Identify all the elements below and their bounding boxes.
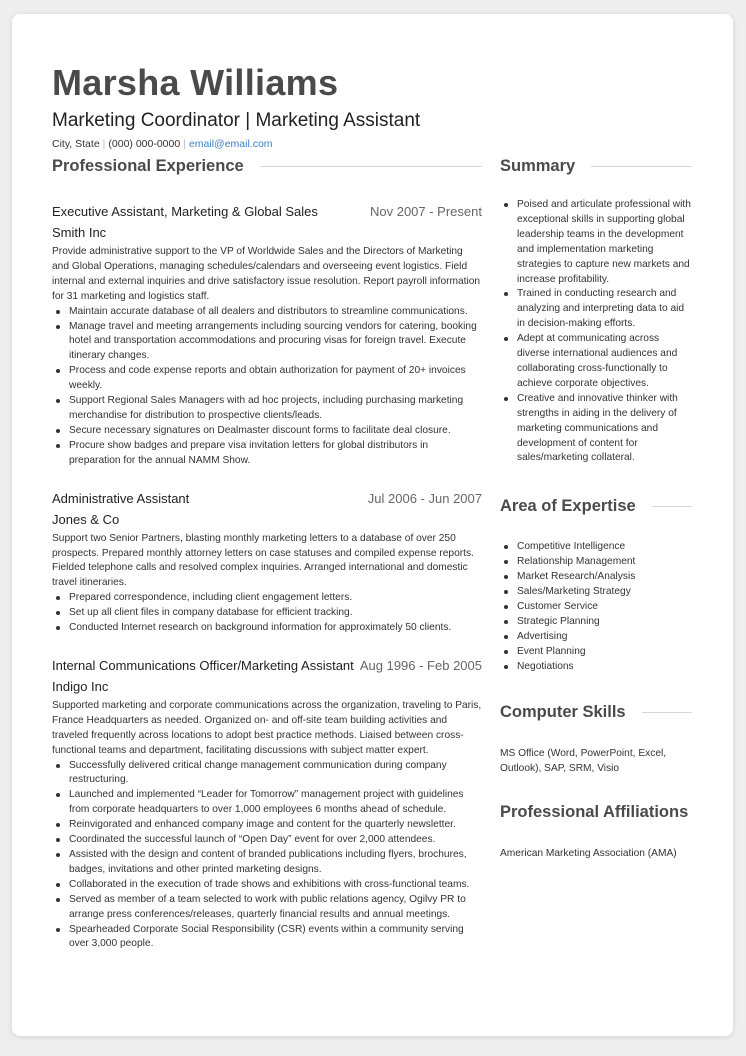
list-item: Advertising (500, 630, 692, 645)
list-item: Coordinated the successful launch of “Open Day” event for over 2,000 attendees. (52, 833, 482, 848)
list-item: Prepared correspondence, including client engagement letters. (52, 591, 482, 606)
job-company: Indigo Inc (52, 678, 109, 694)
job-title: Executive Assistant, Marketing & Global Sales (52, 204, 318, 219)
job-company: Smith Inc (52, 225, 107, 240)
left-column (52, 154, 482, 952)
section-title: Computer Skills (500, 702, 626, 721)
computer-skills-text: MS Office (Word, PowerPoint, Excel, Outlook), SAP, SRM, Visio (500, 748, 667, 775)
job-entry (52, 491, 482, 636)
contact-separator: | (183, 138, 186, 150)
list-item: Maintain accurate database of all dealers and distributors to streamline communications. (52, 305, 482, 320)
job-description: Provide administrative support to the VP of Worldwide Sales and the Directors of Marketing and Global Operations, managing schedules/calendars and overseeing event logistics. Field internal and external inquiries and drive satisfactory issue resolution. Report payroll information for 31 marketing and logistics staff. (52, 246, 481, 302)
job-bullets (52, 591, 482, 636)
job-dates: Jul 2006 - Jun 2007 (367, 490, 482, 506)
section-divider (642, 712, 692, 713)
list-item: Procure show badges and prepare visa invitation letters for global distributors in preparation for the annual NAMM Show. (52, 439, 482, 469)
list-item: Relationship Management (500, 555, 692, 570)
job-title: Administrative Assistant (52, 490, 190, 506)
list-item: Trained in conducting research and analyzing and interpreting data to aid in decision-making efforts. (500, 287, 692, 332)
list-item: Reinvigorated and enhanced company image and content for the quarterly newsletter. (52, 818, 482, 833)
section-divider (260, 166, 482, 167)
section-divider (591, 166, 692, 167)
job-description: Support two Senior Partners, blasting monthly marketing letters to a database of over 250 prospects. Prepared monthly attorney letters on case statuses and compiled expense reports. Fielded telephone calls and resolved complex inquiries. Arranged international and domestic travel itineraries. (52, 532, 474, 589)
list-item: Customer Service (500, 600, 692, 615)
section-title: Professional Affiliations (500, 802, 689, 821)
section-divider (652, 506, 692, 507)
summary-list (500, 198, 692, 466)
affiliations-text: American Marketing Association (AMA) (500, 848, 677, 860)
list-item: Negotiations (500, 660, 692, 675)
list-item: Collaborated in the execution of trade shows and exhibitions with cross-functional teams. (52, 878, 482, 893)
list-item: Assisted with the design and content of branded publications including flyers, brochures, badges, invitations and other printed marketing designs. (52, 848, 482, 878)
contact-separator: | (102, 138, 106, 150)
list-item: Event Planning (500, 645, 692, 660)
summary-heading (500, 154, 692, 178)
job-dates: Aug 1996 - Feb 2005 (359, 657, 482, 673)
list-item: Set up all client files in company database for efficient tracking. (52, 606, 482, 621)
list-item: Poised and articulate professional with exceptional skills in supporting global leadership teams in the development and implementation marketing strategies to capture new markets and increase profitability. (500, 198, 692, 287)
expertise-list (500, 540, 692, 674)
candidate-name: Marsha Williams (52, 62, 339, 103)
right-column (500, 154, 692, 861)
job-description: Supported marketing and corporate communications across the organization, traveling to Paris, France Headquarters as needed. Organized on- and off-site team building activities and traveled frequently across locations to adopt best practice methods. Liaised between cross-functional teams and department, facilitating discussions with subject matter expert. (52, 699, 482, 756)
list-item: Sales/Marketing Strategy (500, 585, 692, 600)
list-item: Support Regional Sales Managers with ad hoc projects, including purchasing marketing merchandise for distribution to prospective clients/leads. (52, 394, 482, 424)
experience-heading (52, 154, 482, 178)
resume-page (12, 14, 733, 1036)
list-item: Served as member of a team selected to work with public relations agency, Ogilvy PR to arrange press conferences/releases, quarterly financial results and annual meetings. (52, 893, 482, 923)
list-item: Creative and innovative thinker with strengths in aiding in the delivery of marketing communications and development of content for sales/marketing collateral. (500, 392, 692, 467)
list-item: Spearheaded Corporate Social Responsibility (CSR) events within a community serving over 3,000 people. (52, 923, 482, 953)
job-title: Internal Communications Officer/Marketing Assistant (52, 657, 354, 673)
list-item: Manage travel and meeting arrangements including sourcing vendors for catering, booking hotel and transportation accommodations and procuring visas for foreign travel. Execute itinerary changes. (52, 320, 482, 365)
computer-skills-heading (500, 700, 692, 724)
job-bullets (52, 759, 482, 953)
list-item: Launched and implemented “Leader for Tomorrow” management project with guidelines from corporate headquarters to over 1,000 employees 6 months ahead of schedule. (52, 788, 482, 818)
expertise-heading (500, 494, 692, 518)
section-title: Professional Experience (52, 156, 244, 175)
list-item: Market Research/Analysis (500, 570, 692, 585)
list-item: Successfully delivered critical change management communication during company restructuring. (52, 759, 482, 789)
affiliations-heading (500, 800, 692, 824)
list-item: Strategic Planning (500, 615, 692, 630)
list-item: Secure necessary signatures on Dealmaster discount forms to facilitate deal closure. (52, 424, 482, 439)
section-title: Area of Expertise (500, 496, 636, 515)
candidate-headline: Marketing Coordinator | Marketing Assistant (52, 110, 421, 131)
job-bullets (52, 305, 482, 469)
list-item: Adept at communicating across diverse international audiences and collaborating cross-functionally to achieve corporate objectives. (500, 332, 692, 392)
contact-email-link[interactable]: email@email.com (188, 138, 273, 150)
list-item: Conducted Internet research on background information for approximately 50 clients. (52, 621, 482, 636)
job-dates: Nov 2007 - Present (369, 204, 482, 219)
job-entry (52, 204, 482, 469)
job-company: Jones & Co (52, 511, 120, 527)
list-item: Competitive Intelligence (500, 540, 692, 555)
contact-city: City, State (52, 138, 100, 150)
job-entry (52, 658, 482, 952)
contact-phone: (000) 000-0000 (108, 138, 181, 150)
list-item: Process and code expense reports and obtain authorization for payment of 20+ invoices weekly. (52, 364, 482, 394)
contact-line (52, 138, 273, 150)
section-title: Summary (500, 156, 576, 175)
